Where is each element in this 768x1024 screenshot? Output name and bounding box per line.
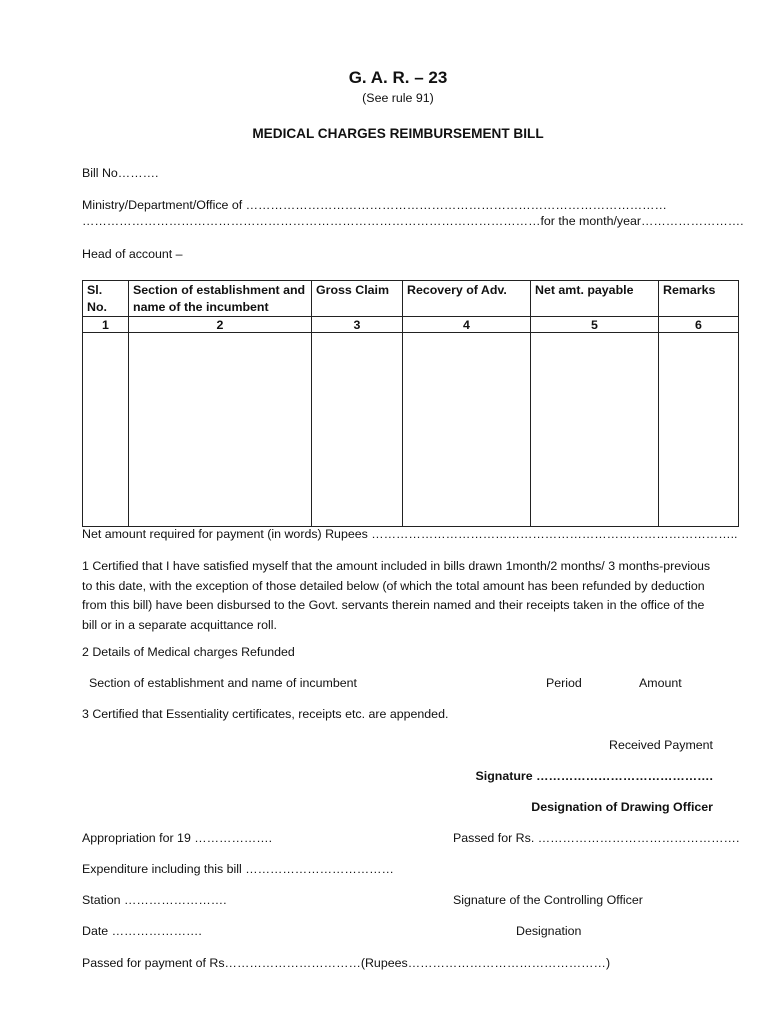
- net-amount-in-words: Net amount required for payment (in words) Rupees ……………………………………………………………………………..: [82, 527, 738, 541]
- bill-table: [82, 280, 739, 527]
- station: Station …………………….: [82, 893, 227, 907]
- designation-drawing-officer: Designation of Drawing Officer: [531, 800, 713, 814]
- refund-amount-label: Amount: [639, 676, 682, 690]
- form-heading: MEDICAL CHARGES REIMBURSEMENT BILL: [252, 126, 544, 141]
- table-cell-empty: [312, 333, 403, 527]
- column-number: 3: [312, 317, 403, 333]
- form-title: G. A. R. – 23: [348, 68, 448, 87]
- column-number: 4: [403, 317, 531, 333]
- table-cell-empty: [403, 333, 531, 527]
- certification-3: 3 Certified that Essentiality certificates, receipts etc. are appended.: [82, 707, 449, 721]
- details-refunded: 2 Details of Medical charges Refunded: [82, 645, 295, 659]
- column-number: 6: [659, 317, 739, 333]
- column-number: 5: [531, 317, 659, 333]
- column-header-sl-no: Sl. No.: [83, 281, 129, 317]
- passed-for-rs: Passed for Rs. ………………………………………….: [453, 831, 740, 845]
- table-cell-empty: [659, 333, 739, 527]
- designation: Designation: [516, 924, 582, 938]
- refund-period-label: Period: [546, 676, 582, 690]
- appropriation: Appropriation for 19 ……………….: [82, 831, 273, 845]
- table-cell-empty: [531, 333, 659, 527]
- column-number: 1: [83, 317, 129, 333]
- bill-number: Bill No……….: [82, 166, 159, 180]
- column-header-section: Section of establishment and name of the incumbent: [129, 281, 312, 317]
- controlling-officer-signature: Signature of the Controlling Officer: [453, 893, 643, 907]
- table-cell-empty: [83, 333, 129, 527]
- refund-section-label: Section of establishment and name of incumbent: [89, 676, 357, 690]
- ministry-line-1: Ministry/Department/Office of …………………………………………………………………………………………: [82, 198, 667, 212]
- head-of-account: Head of account –: [82, 247, 183, 261]
- expenditure: Expenditure including this bill ………………………………: [82, 862, 394, 876]
- column-header-recovery: Recovery of Adv.: [403, 281, 531, 317]
- column-header-net-amount: Net amt. payable: [531, 281, 659, 317]
- passed-for-payment: Passed for payment of Rs……………………………(Rupees…………………………………………): [82, 956, 611, 970]
- certification-1: 1 Certified that I have satisfied myself that the amount included in bills drawn 1month/2 months/ 3 months-previous to this date, with the exception of those detailed below (of which the total amount has been refunded by deduction from this bill) have been disbursed to the Govt. servants therein named and their receipts taken in the office of the bill or in a separate acquittance roll.: [82, 559, 711, 632]
- ministry-line-2: …………………………………………………………………………………………………for the month/year…………………….: [82, 214, 744, 228]
- signature-line: Signature …………………………………….: [475, 769, 713, 783]
- received-payment: Received Payment: [609, 738, 713, 752]
- table-cell-empty: [129, 333, 312, 527]
- column-header-remarks: Remarks: [659, 281, 739, 317]
- column-header-gross-claim: Gross Claim: [312, 281, 403, 317]
- date: Date ………………….: [82, 924, 202, 938]
- form-subtitle: (See rule 91): [362, 91, 434, 105]
- column-number: 2: [129, 317, 312, 333]
